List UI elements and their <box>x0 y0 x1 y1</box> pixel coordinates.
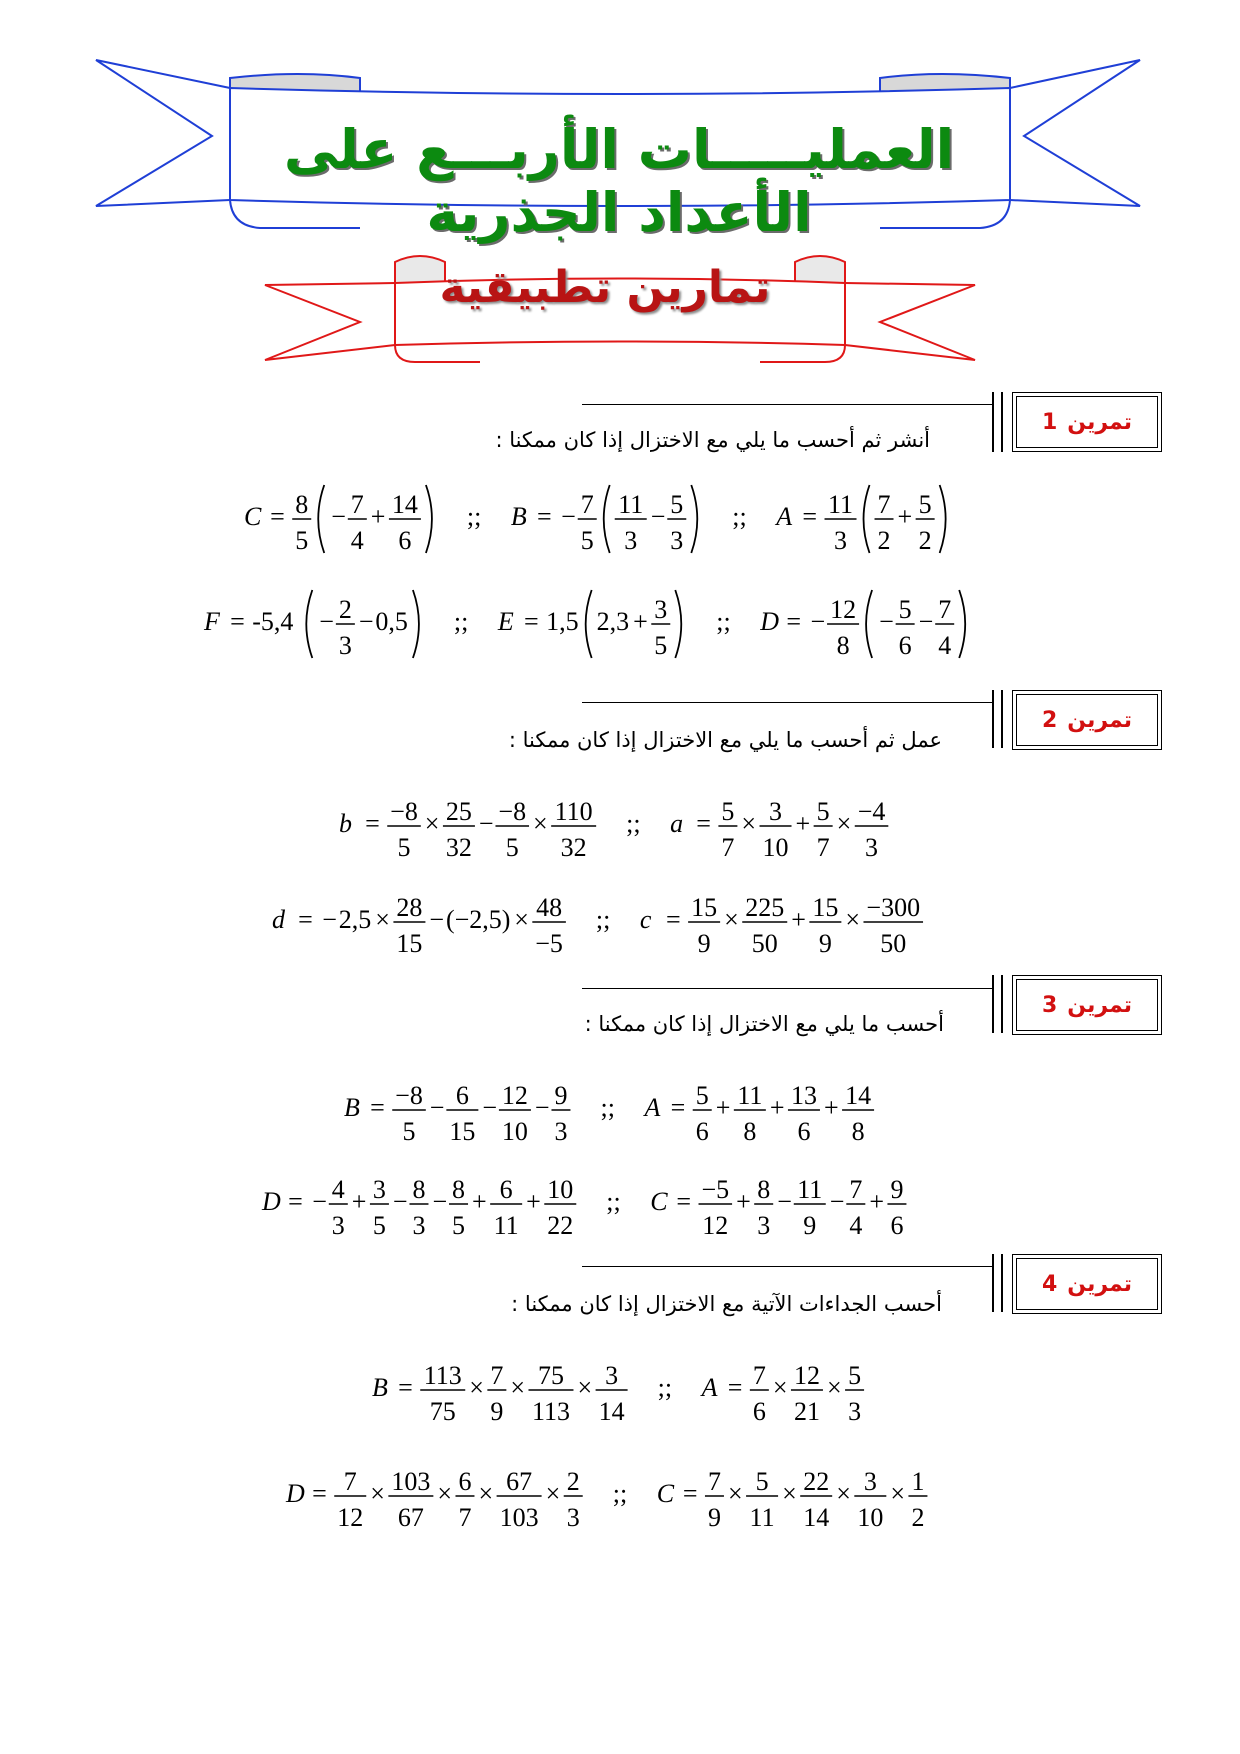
fraction-numerator: 103 <box>391 1467 431 1496</box>
equals-sign: = <box>288 1187 303 1216</box>
exercise-2-rule <box>582 702 992 703</box>
fraction-numerator: −300 <box>866 893 921 922</box>
operator: + <box>791 905 806 934</box>
exercise-3-line-2 <box>258 1160 919 1257</box>
equals-sign: = <box>802 502 818 531</box>
exercise-1-line-2 <box>200 580 983 677</box>
fraction-denominator: 6 <box>398 526 412 555</box>
fraction-denominator: 3 <box>331 1211 345 1240</box>
fraction-numerator: −5 <box>701 1175 730 1204</box>
operator: − <box>534 1093 550 1122</box>
exercise-number: 3 <box>1041 992 1058 1018</box>
fraction-denominator: 10 <box>501 1117 528 1146</box>
fraction-numerator: 5 <box>848 1361 862 1390</box>
operator: × <box>533 809 548 838</box>
fraction-denominator: 32 <box>560 833 587 862</box>
equals-sign: = <box>365 809 380 838</box>
fraction-numerator: 2 <box>338 595 352 624</box>
expression-name: D <box>286 1479 305 1508</box>
operator: + <box>715 1093 731 1122</box>
fraction-denominator: 14 <box>803 1503 830 1532</box>
expression-name: B <box>372 1373 388 1402</box>
operator: × <box>890 1479 905 1508</box>
expression-name: A <box>701 1373 718 1402</box>
fraction-denominator: 15 <box>396 929 423 958</box>
fraction-denominator: 9 <box>697 929 711 958</box>
fraction-denominator: 10 <box>857 1503 884 1532</box>
operator: × <box>437 1479 453 1508</box>
operator: × <box>727 1479 743 1508</box>
operator: + <box>472 1187 487 1216</box>
operator: + <box>633 607 648 636</box>
fraction-numerator: 8 <box>757 1175 771 1204</box>
fraction-denominator: 9 <box>803 1211 817 1240</box>
operator: − <box>322 905 337 934</box>
fraction-numerator: 5 <box>721 797 735 826</box>
fraction-denominator: −5 <box>535 929 563 958</box>
equals-sign: = <box>786 607 802 636</box>
close-paren <box>691 485 697 553</box>
fraction-numerator: 4 <box>331 1175 345 1204</box>
fraction-denominator: 103 <box>499 1503 539 1532</box>
fraction-numerator: 11 <box>797 1175 823 1204</box>
exercise-3-rule <box>582 988 992 989</box>
fraction-denominator: 22 <box>547 1211 574 1240</box>
fraction-denominator: 3 <box>412 1211 426 1240</box>
separator: ;; <box>716 607 731 636</box>
operator: + <box>769 1093 785 1122</box>
exercise-3-label-box <box>1012 975 1162 1035</box>
equation-line-svg <box>258 1160 919 1250</box>
operator: × <box>724 905 739 934</box>
fraction-numerator: 14 <box>391 490 418 519</box>
exercise-number: 4 <box>1041 1271 1058 1297</box>
exercise-4-line-1 <box>368 1346 877 1443</box>
operator: − <box>829 1187 845 1216</box>
expression-name: A <box>644 1093 661 1122</box>
close-paren <box>426 485 432 553</box>
fraction-denominator: 12 <box>337 1503 364 1532</box>
equation-line-svg <box>268 878 936 968</box>
fraction-numerator: 7 <box>350 490 364 519</box>
separator: ;; <box>466 502 482 531</box>
operator: − <box>879 607 894 636</box>
expression-name: d <box>272 905 285 934</box>
expression-name: D <box>760 607 780 636</box>
operator: × <box>741 809 757 838</box>
page-subtitle: تمارين تطبيقية <box>439 262 771 313</box>
fraction-numerator: 8 <box>452 1175 466 1204</box>
fraction-denominator: 5 <box>402 1117 416 1146</box>
fraction-numerator: 48 <box>536 893 563 922</box>
fraction-numerator: 3 <box>654 595 668 624</box>
exercise-4-line-2 <box>282 1452 940 1549</box>
close-paren <box>940 485 946 553</box>
fraction-denominator: 3 <box>865 833 879 862</box>
operator: × <box>836 1479 851 1508</box>
open-paren <box>866 590 872 658</box>
fraction-denominator: 11 <box>493 1211 519 1240</box>
exercise-4-label-box <box>1012 1254 1162 1314</box>
equals-sign: = <box>670 1093 686 1122</box>
fraction-numerator: 7 <box>707 1467 721 1496</box>
fraction-denominator: 67 <box>397 1503 424 1532</box>
equation-line-svg <box>335 782 901 872</box>
equals-sign: = <box>666 905 681 934</box>
fraction-denominator: 6 <box>797 1117 811 1146</box>
operator: × <box>782 1479 797 1508</box>
fraction-numerator: 11 <box>737 1081 763 1110</box>
number: 1,5 <box>546 607 579 636</box>
fraction-numerator: 22 <box>803 1467 830 1496</box>
number: 0,5 <box>375 607 408 636</box>
fraction-denominator: 5 <box>372 1211 386 1240</box>
operator: × <box>375 905 390 934</box>
exercise-2-bar-2 <box>1001 690 1003 748</box>
fraction-numerator: 5 <box>918 490 932 519</box>
exercise-3-line-1 <box>340 1066 887 1163</box>
fraction-denominator: 5 <box>295 526 309 555</box>
fraction-numerator: 1 <box>911 1467 925 1496</box>
exercise-1-bar <box>992 392 994 452</box>
expression-name: B <box>510 502 527 531</box>
exercise-1-rule <box>582 404 992 405</box>
equation-line-svg <box>282 1452 940 1542</box>
fraction-numerator: 15 <box>812 893 839 922</box>
equals-sign: = <box>312 1479 327 1508</box>
exercise-2-bar <box>992 690 994 748</box>
number: -5,4 <box>252 607 294 636</box>
exercise-1-bar-2 <box>1001 392 1003 452</box>
fraction-numerator: 9 <box>890 1175 904 1204</box>
exercise-label: تمرين <box>1067 1271 1133 1297</box>
fraction-denominator: 3 <box>834 526 848 555</box>
operator: + <box>795 809 811 838</box>
separator: ;; <box>453 607 469 636</box>
expression-name: D <box>262 1187 281 1216</box>
number: (−2,5) <box>445 905 511 934</box>
fraction-denominator: 11 <box>749 1503 775 1532</box>
fraction-numerator: 3 <box>372 1175 386 1204</box>
fraction-numerator: 9 <box>554 1081 568 1110</box>
fraction-denominator: 3 <box>624 526 638 555</box>
operator: × <box>577 1373 593 1402</box>
expression-name: A <box>776 502 793 531</box>
fraction-numerator: 14 <box>845 1081 872 1110</box>
fraction-numerator: 3 <box>863 1467 877 1496</box>
operator: − <box>429 1093 445 1122</box>
fraction-numerator: 12 <box>830 595 857 624</box>
operator: + <box>897 502 913 531</box>
open-paren <box>318 485 324 553</box>
fraction-denominator: 4 <box>849 1211 863 1240</box>
equation-line-svg <box>368 1346 877 1436</box>
exercise-number: 1 <box>1041 409 1058 435</box>
fraction-numerator: −4 <box>857 797 886 826</box>
fraction-numerator: 5 <box>898 595 912 624</box>
fraction-numerator: 113 <box>423 1361 462 1390</box>
fraction-numerator: 15 <box>691 893 718 922</box>
fraction-numerator: 110 <box>554 797 593 826</box>
expression-name: c <box>639 905 652 934</box>
expression-name: C <box>656 1479 675 1508</box>
fraction-numerator: 7 <box>849 1175 863 1204</box>
operator: × <box>836 809 852 838</box>
operator: − <box>478 809 494 838</box>
operator: + <box>351 1187 367 1216</box>
fraction-numerator: 25 <box>445 797 472 826</box>
fraction-denominator: 3 <box>757 1211 771 1240</box>
fraction-denominator: 9 <box>707 1503 721 1532</box>
separator: ;; <box>732 502 747 531</box>
operator: + <box>823 1093 839 1122</box>
fraction-denominator: 5 <box>654 631 668 660</box>
fraction-denominator: 2 <box>877 526 891 555</box>
fraction-denominator: 50 <box>751 929 778 958</box>
equals-sign: = <box>682 1479 698 1508</box>
fraction-numerator: 2 <box>566 1467 580 1496</box>
equals-sign: = <box>230 607 245 636</box>
expression-name: C <box>650 1187 668 1216</box>
exercise-3-bar-2 <box>1001 975 1003 1033</box>
operator: − <box>429 905 445 934</box>
fraction-denominator: 8 <box>743 1117 757 1146</box>
expression-name: C <box>244 502 262 531</box>
operator: − <box>918 607 934 636</box>
fraction-numerator: 225 <box>745 893 785 922</box>
fraction-numerator: 11 <box>827 490 854 519</box>
fraction-numerator: 8 <box>412 1175 426 1204</box>
separator: ;; <box>626 809 641 838</box>
fraction-numerator: 5 <box>816 797 830 826</box>
operator: × <box>370 1479 385 1508</box>
fraction-denominator: 12 <box>702 1211 729 1240</box>
fraction-numerator: 7 <box>752 1361 766 1390</box>
fraction-numerator: 6 <box>499 1175 513 1204</box>
fraction-denominator: 2 <box>911 1503 925 1532</box>
fraction-numerator: 7 <box>877 490 891 519</box>
exercise-2-label-box <box>1012 690 1162 750</box>
exercise-2-instruction: عمل ثم أحسب ما يلي مع الاختزال إذا كان ممكنا : <box>508 728 942 752</box>
fraction-denominator: 6 <box>752 1397 766 1426</box>
close-paren <box>959 590 965 658</box>
fraction-denominator: 6 <box>695 1117 709 1146</box>
fraction-numerator: 67 <box>506 1467 533 1496</box>
fraction-denominator: 3 <box>566 1503 580 1532</box>
fraction-numerator: 6 <box>455 1081 469 1110</box>
fraction-numerator: 7 <box>343 1467 357 1496</box>
exercise-2-line-1 <box>335 782 901 879</box>
fraction-denominator: 7 <box>721 833 735 862</box>
separator: ;; <box>606 1187 621 1216</box>
separator: ;; <box>595 905 611 934</box>
operator: + <box>736 1187 751 1216</box>
exercise-label: تمرين <box>1067 992 1133 1018</box>
fraction-denominator: 32 <box>445 833 472 862</box>
equals-sign: = <box>524 607 539 636</box>
number: 2,5 <box>338 905 372 934</box>
fraction-numerator: 5 <box>670 490 684 519</box>
operator: − <box>319 607 334 636</box>
fraction-numerator: 7 <box>490 1361 504 1390</box>
fraction-denominator: 4 <box>938 631 952 660</box>
fraction-numerator: 3 <box>605 1361 619 1390</box>
fraction-denominator: 15 <box>449 1117 476 1146</box>
fraction-denominator: 5 <box>580 526 594 555</box>
close-paren <box>675 590 681 658</box>
open-paren <box>586 590 592 658</box>
fraction-denominator: 7 <box>816 833 830 862</box>
exercise-4-bar-2 <box>1001 1254 1003 1312</box>
operator: − <box>810 607 826 636</box>
expression-name: a <box>670 809 684 838</box>
operator: × <box>545 1479 561 1508</box>
exercise-label: تمرين <box>1067 707 1133 733</box>
operator: × <box>772 1373 788 1402</box>
equals-sign: = <box>537 502 552 531</box>
open-paren <box>306 590 312 658</box>
exercise-1-label-box <box>1012 392 1162 452</box>
operator: × <box>469 1373 484 1402</box>
fraction-denominator: 3 <box>848 1397 862 1426</box>
operator: × <box>510 1373 526 1402</box>
operator: − <box>432 1187 448 1216</box>
equals-sign: = <box>696 809 711 838</box>
exercise-4-instruction: أحسب الجداءات الآتية مع الاختزال إذا كان ممكنا : <box>511 1292 942 1316</box>
fraction-numerator: −8 <box>498 797 527 826</box>
open-paren <box>864 485 870 553</box>
fraction-denominator: 113 <box>531 1397 571 1426</box>
close-paren <box>413 590 419 658</box>
equals-sign: = <box>298 905 313 934</box>
operator: − <box>777 1187 792 1216</box>
page-title: العمليـــــات الأربـــع على الأعداد الجذرية <box>283 118 955 244</box>
exercise-4-rule <box>582 1266 992 1267</box>
expression-name: b <box>339 809 352 838</box>
operator: − <box>650 502 666 531</box>
fraction-denominator: 3 <box>554 1117 568 1146</box>
fraction-numerator: 12 <box>793 1361 820 1390</box>
fraction-denominator: 10 <box>762 833 789 862</box>
equals-sign: = <box>370 1093 385 1122</box>
exercise-3-instruction: أحسب ما يلي مع الاختزال إذا كان ممكنا : <box>584 1012 944 1036</box>
fraction-numerator: 6 <box>458 1467 472 1496</box>
fraction-denominator: 5 <box>505 833 519 862</box>
operator: × <box>514 905 529 934</box>
operator: + <box>526 1187 541 1216</box>
fraction-numerator: 11 <box>618 490 644 519</box>
number: 2,3 <box>596 607 630 636</box>
exercise-3-bar <box>992 975 994 1033</box>
exercise-label: تمرين <box>1067 409 1133 435</box>
fraction-denominator: 3 <box>338 631 352 660</box>
operator: − <box>482 1093 498 1122</box>
expression-name: E <box>497 607 514 636</box>
operator: − <box>358 607 374 636</box>
fraction-denominator: 9 <box>490 1397 504 1426</box>
fraction-denominator: 75 <box>429 1397 456 1426</box>
operator: + <box>869 1187 884 1216</box>
fraction-denominator: 9 <box>818 929 832 958</box>
fraction-denominator: 6 <box>890 1211 904 1240</box>
operator: − <box>312 1187 327 1216</box>
equals-sign: = <box>727 1373 743 1402</box>
exercise-number: 2 <box>1041 707 1058 733</box>
fraction-denominator: 21 <box>793 1397 820 1426</box>
fraction-denominator: 5 <box>452 1211 466 1240</box>
exercise-1-line-1 <box>240 475 963 572</box>
equation-line-svg <box>200 580 983 670</box>
equals-sign: = <box>676 1187 692 1216</box>
equation-line-svg <box>240 475 963 565</box>
fraction-numerator: 12 <box>501 1081 528 1110</box>
fraction-denominator: 5 <box>397 833 411 862</box>
exercise-1-instruction: أنشر ثم أحسب ما يلي مع الاختزال إذا كان ممكنا : <box>495 428 930 452</box>
fraction-denominator: 50 <box>880 929 907 958</box>
exercise-2-line-2 <box>268 878 936 975</box>
operator: − <box>392 1187 408 1216</box>
fraction-numerator: −8 <box>395 1081 423 1110</box>
expression-name: B <box>344 1093 360 1122</box>
separator: ;; <box>657 1373 673 1402</box>
equals-sign: = <box>270 502 285 531</box>
operator: × <box>424 809 440 838</box>
exercise-4-bar <box>992 1254 994 1312</box>
fraction-denominator: 8 <box>836 631 850 660</box>
fraction-numerator: 28 <box>396 893 423 922</box>
fraction-numerator: 8 <box>295 490 309 519</box>
operator: − <box>561 502 576 531</box>
expression-name: F <box>204 607 220 636</box>
fraction-numerator: 5 <box>755 1467 769 1496</box>
fraction-denominator: 4 <box>350 526 364 555</box>
fraction-denominator: 2 <box>918 526 932 555</box>
separator: ;; <box>612 1479 628 1508</box>
operator: × <box>845 905 861 934</box>
operator: − <box>331 502 346 531</box>
operator: + <box>370 502 386 531</box>
fraction-numerator: 3 <box>769 797 783 826</box>
open-paren <box>604 485 610 553</box>
separator: ;; <box>600 1093 615 1122</box>
fraction-denominator: 6 <box>898 631 912 660</box>
fraction-numerator: 7 <box>580 490 594 519</box>
equals-sign: = <box>398 1373 413 1402</box>
fraction-numerator: 75 <box>537 1361 564 1390</box>
fraction-denominator: 8 <box>851 1117 865 1146</box>
fraction-numerator: 13 <box>790 1081 817 1110</box>
operator: × <box>826 1373 842 1402</box>
fraction-numerator: −8 <box>390 797 418 826</box>
equation-line-svg <box>340 1066 887 1156</box>
fraction-numerator: 10 <box>547 1175 574 1204</box>
operator: × <box>478 1479 494 1508</box>
fraction-denominator: 7 <box>458 1503 472 1532</box>
fraction-denominator: 3 <box>670 526 684 555</box>
fraction-denominator: 14 <box>598 1397 625 1426</box>
fraction-numerator: 5 <box>695 1081 709 1110</box>
fraction-numerator: 7 <box>938 595 952 624</box>
